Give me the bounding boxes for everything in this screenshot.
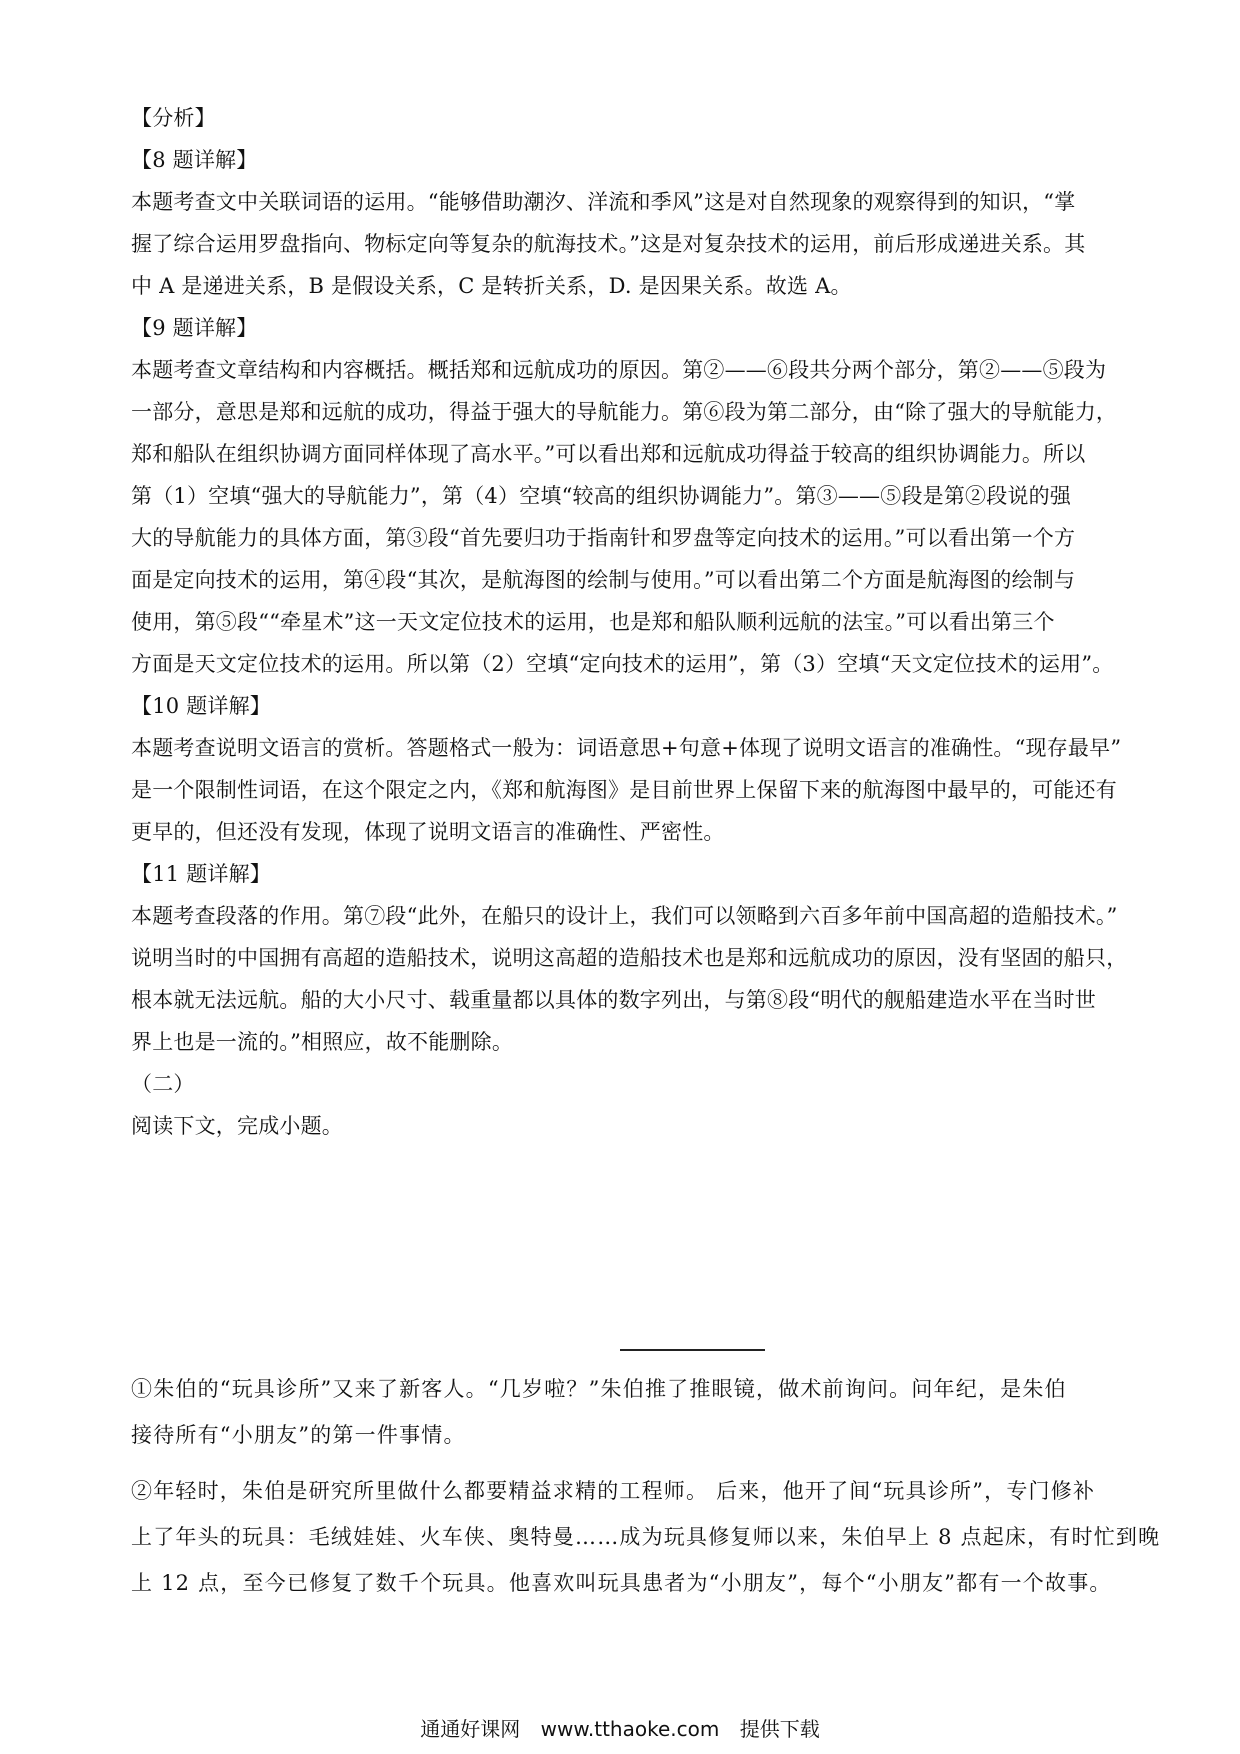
text-line: 握了综合运用罗盘指向、物标定向等复杂的航海技术。”这是对复杂技术的运用，前后形成递进关系。其 [131, 232, 1086, 256]
analysis-heading: 【分析】 [131, 106, 216, 130]
text-line: ①朱伯的“玩具诊所”又来了新客人。“几岁啦？”朱伯推了推眼镜，做术前询问。问年纪，是朱伯 [131, 1377, 1067, 1401]
q9-paragraph [131, 349, 1126, 685]
text-line: 本题考查说明文语言的赏析。答题格式一般为：词语意思+句意+体现了说明文语言的准确性。“现存最早” [131, 736, 1122, 760]
text-line: 说明当时的中国拥有高超的造船技术，说明这高超的造船技术也是郑和远航成功的原因，没有坚固的船只， [131, 946, 1128, 970]
text-line: 一部分，意思是郑和远航的成功，得益于强大的导航能力。第⑥段为第二部分，由“除了强大的导航能力， [131, 400, 1118, 424]
title-blank-line [620, 1349, 765, 1351]
reading-passage [131, 1366, 1161, 1606]
text-line: 本题考查文章结构和内容概括。概括郑和远航成功的原因。第②——⑥段共分两个部分，第②——⑤段为 [131, 358, 1107, 382]
text-line: ②年轻时，朱伯是研究所里做什么都要精益求精的工程师。 后来，他开了间“玩具诊所”，专门修补 [131, 1479, 1096, 1503]
section-number: （二） [131, 1072, 195, 1096]
text-line: 本题考查文中关联词语的运用。“能够借助潮汐、洋流和季风”这是对自然现象的观察得到的知识，“掌 [131, 190, 1076, 214]
analysis-section [131, 97, 1126, 1147]
text-line: 中 A 是递进关系，B 是假设关系，C 是转折关系，D. 是因果关系。故选 A。 [131, 274, 852, 298]
text-line: 根本就无法远航。船的大小尺寸、载重量都以具体的数字列出，与第⑧段“明代的舰船建造水平在当时世 [131, 988, 1096, 1012]
text-line: 方面是天文定位技术的运用。所以第（2）空填“定向技术的运用”，第（3）空填“天文定位技术的运用”。 [131, 652, 1114, 676]
text-line: 本题考查段落的作用。第⑦段“此外，在船只的设计上，我们可以领略到六百多年前中国高超的造船技术。” [131, 904, 1118, 928]
text-line: 大的导航能力的具体方面，第③段“首先要归功于指南针和罗盘等定向技术的运用。”可以看出第一个方 [131, 526, 1076, 550]
footer-url-link[interactable]: www.tthaoke.com [540, 1717, 720, 1741]
text-line: 面是定向技术的运用，第④段“其次，是航海图的绘制与使用。”可以看出第二个方面是航海图的绘制与 [131, 568, 1076, 592]
text-line: 接待所有“小朋友”的第一件事情。 [131, 1423, 466, 1447]
q10-heading: 【10 题详解】 [131, 694, 271, 718]
q8-heading: 【8 题详解】 [131, 148, 258, 172]
footer-site-name: 通通好课网 [420, 1717, 521, 1741]
passage-paragraph-2 [131, 1468, 1161, 1606]
q9-heading: 【9 题详解】 [131, 316, 258, 340]
q10-paragraph [131, 727, 1126, 853]
passage-paragraph-1 [131, 1366, 1126, 1458]
q8-paragraph [131, 181, 1126, 307]
text-line: 使用，第⑤段““牵星术”这一天文定位技术的运用，也是郑和船队顺利远航的法宝。”可以看出第三个 [131, 610, 1055, 634]
text-line: 更早的，但还没有发现，体现了说明文语言的准确性、严密性。 [131, 820, 725, 844]
text-line: 界上也是一流的。”相照应，故不能删除。 [131, 1030, 514, 1054]
text-line: 郑和船队在组织协调方面同样体现了高水平。”可以看出郑和远航成功得益于较高的组织协调能力。所以 [131, 442, 1086, 466]
footer-note: 提供下载 [739, 1717, 820, 1741]
reading-instruction: 阅读下文，完成小题。 [131, 1114, 343, 1138]
text-line: 上了年头的玩具：毛绒娃娃、火车侠、奥特曼……成为玩具修复师以来，朱伯早上 8 点起床，有时忙到晚 [131, 1525, 1161, 1549]
q11-paragraph [131, 895, 1126, 1063]
text-line: 上 12 点，至今已修复了数千个玩具。他喜欢叫玩具患者为“小朋友”，每个“小朋友”都有一个故事。 [131, 1571, 1112, 1595]
q11-heading: 【11 题详解】 [131, 862, 271, 886]
text-line: 是一个限制性词语，在这个限定之内，《郑和航海图》是目前世界上保留下来的航海图中最早的，可能还有 [131, 778, 1117, 802]
page-footer [0, 1716, 1240, 1742]
text-line: 第（1）空填“强大的导航能力”，第（4）空填“较高的组织协调能力”。第③——⑤段是第②段说的强 [131, 484, 1072, 508]
